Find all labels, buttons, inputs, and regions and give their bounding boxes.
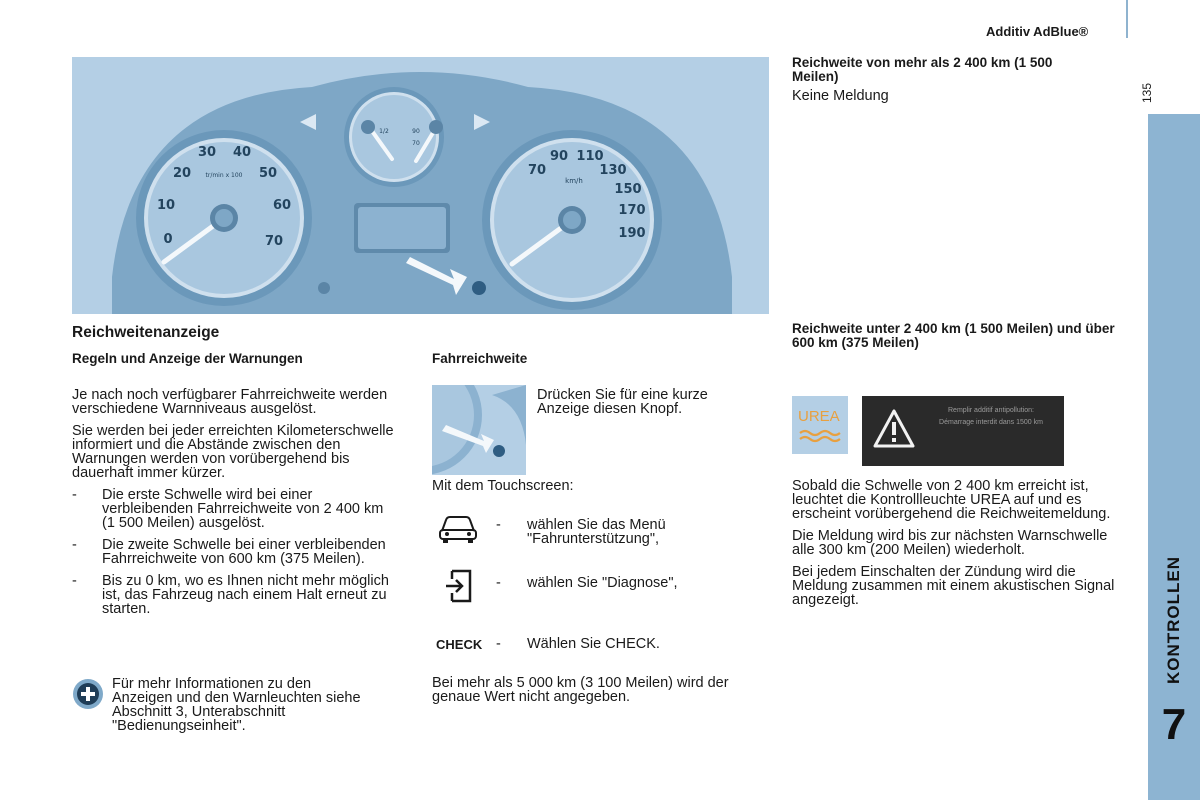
- trip-button: [472, 281, 486, 295]
- step-dash: -: [496, 575, 501, 591]
- header-divider: [1126, 0, 1128, 38]
- left-paragraph: Sie werden bei jeder erreichten Kilometerschwelle informiert und die Abstände zwischen den Warnungen werden von vorübergehend bis dauerhaft immer kürzer.: [72, 423, 394, 481]
- diagnostic-icon: [444, 569, 474, 608]
- right-paragraph: Bei jedem Einschalten der Zündung wird die Meldung zusammen mit einem akustischen Signal angezeigt.: [792, 564, 1115, 608]
- chapter-label: KONTROLLEN: [1164, 555, 1183, 685]
- speed-label: 90: [549, 149, 569, 164]
- speed-label: 110: [576, 149, 604, 164]
- chapter-number: 7: [1161, 700, 1187, 749]
- tach-label: 20: [172, 166, 192, 181]
- warning-display: [862, 396, 1064, 466]
- speed-unit: km/h: [565, 177, 583, 185]
- step-text: Wählen Sie CHECK.: [527, 636, 660, 652]
- touchscreen-intro: Mit dem Touchscreen:: [432, 478, 574, 494]
- tach-label: 0: [163, 232, 173, 247]
- urea-label: UREA: [798, 408, 840, 425]
- speed-label: 70: [527, 163, 547, 178]
- display-message: Remplir additif antipollution: Démarrage interdit dans 1500 km: [939, 407, 1043, 426]
- step-dash: -: [496, 517, 501, 533]
- left-text-block: [72, 388, 412, 616]
- speed-label: 170: [618, 203, 646, 218]
- fuel-label: 1/2: [379, 128, 389, 135]
- car-assist-icon: [436, 513, 480, 550]
- speed-label: 190: [618, 226, 646, 241]
- right-heading-2: Reichweite unter 2 400 km (1 500 Meilen) und über 600 km (375 Meilen): [792, 321, 1115, 350]
- right-text-block: [792, 479, 1132, 615]
- list-item: - Die zweite Schwelle bei einer verbleibenden Fahrreichweite von 600 km (375 Meilen).: [72, 537, 386, 567]
- tach-label: 60: [272, 198, 292, 213]
- tach-label: 40: [232, 145, 252, 160]
- button-instruction: Drücken Sie für eine kurze Anzeige diesen Knopf.: [537, 387, 708, 417]
- fuel-label: 90: [412, 128, 420, 135]
- list-item: - Die erste Schwelle wird bei einer verbleibenden Fahrreichweite von 2 400 km (1 500 Meilen) ausgelöst.: [72, 487, 384, 531]
- list-dash: -: [72, 487, 77, 503]
- tach-label: 30: [197, 145, 217, 160]
- middle-subtitle: Fahrreichweite: [432, 351, 528, 366]
- check-label: CHECK: [436, 637, 483, 652]
- urea-wave-icon: [798, 429, 842, 443]
- right-heading-1: Reichweite von mehr als 2 400 km (1 500 Meilen): [792, 55, 1053, 84]
- info-note: Für mehr Informationen zu den Anzeigen und den Warnleuchten siehe Abschnitt 3, Unterabschnitt "Bedienungseinheit".: [112, 676, 361, 734]
- page-number: 135: [1140, 82, 1154, 104]
- right-text-1: Keine Meldung: [792, 88, 889, 104]
- step-dash: -: [496, 636, 501, 652]
- left-paragraph: Je nach noch verfügbarer Fahrreichweite werden verschiedene Warnniveaus ausgelöst.: [72, 387, 388, 417]
- section-title: Reichweitenanzeige: [72, 324, 220, 341]
- step-text: wählen Sie das Menü "Fahrunterstützung",: [527, 517, 666, 547]
- fuel-label: 70: [412, 140, 420, 147]
- list-dash: -: [72, 537, 77, 553]
- right-paragraph: Sobald die Schwelle von 2 400 km erreicht ist, leuchtet die Kontrollleuchte UREA auf und es erscheint vorübergehend die Reichweitemeldung.: [792, 478, 1111, 522]
- tach-label: 70: [264, 234, 284, 249]
- button-location-image: [432, 385, 526, 475]
- step-text: wählen Sie "Diagnose",: [527, 575, 678, 591]
- warning-triangle-icon: [872, 408, 916, 450]
- page-header-title: Additiv AdBlue®: [986, 24, 1089, 39]
- speedometer-gauge: [482, 130, 662, 310]
- middle-footer: Bei mehr als 5 000 km (3 100 Meilen) wird der genaue Wert nicht angegeben.: [432, 675, 729, 705]
- left-subtitle: Regeln und Anzeige der Warnungen: [72, 351, 303, 366]
- tach-label: 10: [156, 198, 176, 213]
- fuel-temperature-gauge: [344, 87, 444, 187]
- tach-label: 50: [258, 166, 278, 181]
- speed-label: 130: [599, 163, 627, 178]
- list-item: - Bis zu 0 km, wo es Ihnen nicht mehr möglich ist, das Fahrzeug nach einem Halt erneut zu starten.: [72, 573, 389, 617]
- tach-unit: tr/min x 100: [205, 172, 243, 179]
- info-plus-icon: [72, 678, 104, 715]
- tachometer-gauge: [136, 130, 312, 306]
- list-dash: -: [72, 573, 77, 589]
- speed-label: 150: [614, 182, 642, 197]
- right-paragraph: Die Meldung wird bis zur nächsten Warnschwelle alle 300 km (200 Meilen) wiederholt.: [792, 528, 1108, 558]
- urea-warning-light: [792, 396, 848, 454]
- instrument-cluster-image: [72, 57, 769, 314]
